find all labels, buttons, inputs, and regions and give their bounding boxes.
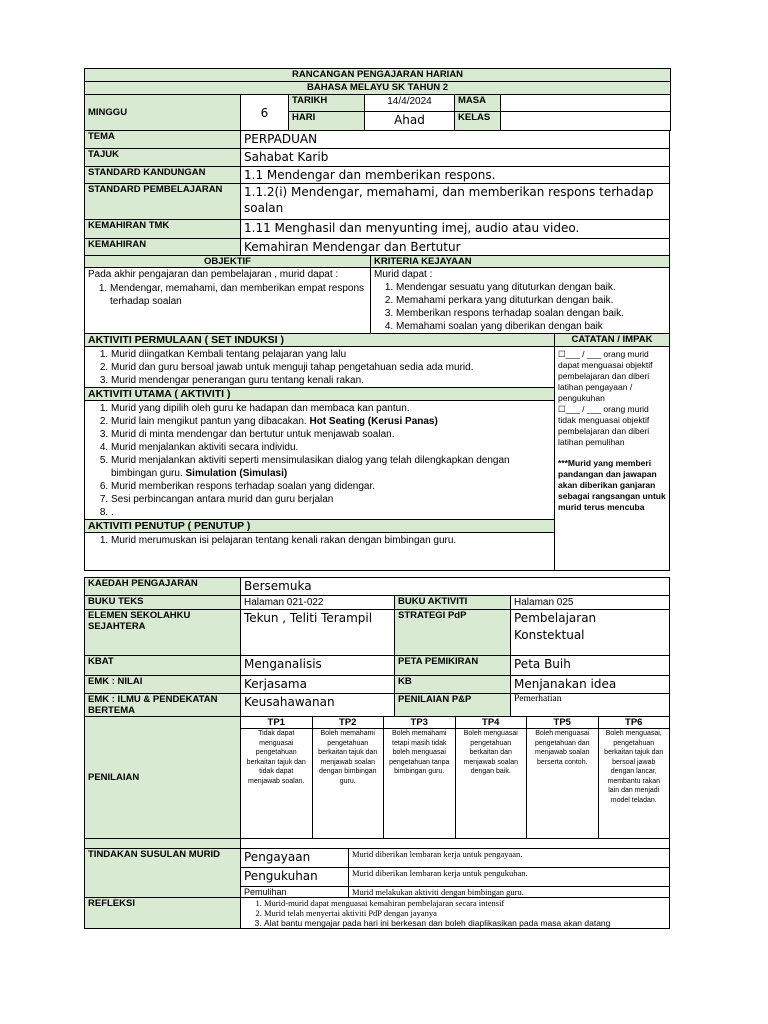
sp-label: STANDARD PEMBELAJARAN [85, 184, 241, 220]
masa-label: MASA [455, 95, 501, 112]
objektif-intro: Pada akhir pengajaran dan pembelajaran , murid dapat : [88, 269, 339, 280]
utama-label: AKTIVITI UTAMA ( AKTIVITI ) [85, 387, 554, 401]
utama-item [111, 415, 554, 428]
catatan-line1: ☐___ / ___ orang murid dapat menguasai objektif pembelajaran dan diberi latihan pengayaan / pengukuhan [558, 349, 653, 403]
tp-heading: TP5 [527, 717, 599, 729]
tmk-value: 1.11 Menghasil dan menyunting imej, audio atau video. [241, 220, 670, 239]
susulan-table [84, 848, 670, 929]
refleksi-label: REFLEKSI [85, 898, 241, 929]
utama-item-text: Murid menjalankan aktiviti seperti mensimulasikan dialog yang telah dilengkapkan dengan bimbingan guru. [111, 455, 510, 479]
kriteria-content [371, 268, 670, 334]
tp-heading: TP2 [312, 717, 384, 729]
peta-value: Peta Buih [511, 656, 670, 676]
refleksi-item: 3. Alat bantu mengajar pada hari ini berkesan dan boleh diaplikasikan pada masa akan datang [264, 918, 666, 928]
tp-heading: TP4 [455, 717, 527, 729]
susulan-label: TINDAKAN SUSULAN MURID [85, 849, 241, 898]
catatan-label: CATATAN / IMPAK [555, 334, 670, 347]
kbat-label: KBAT [85, 656, 241, 676]
utama-item [111, 454, 554, 480]
nilai-value: Kerjasama [241, 676, 395, 694]
tajuk-label: TAJUK [85, 149, 241, 167]
tarikh-value: 14/4/2024 [365, 95, 455, 112]
tp-description: Boleh menguasai, pengetahuan berkaitan tajuk dan bersoal jawab dengan lancar, membantu rakan lain dan menjadi model teladan. [598, 729, 670, 839]
kriteria-item: 1. Mendengar sesuatu yang dituturkan dengan baik. [396, 281, 666, 294]
activities-table [84, 333, 670, 571]
tp-description: Tidak dapat menguasai pengetahuan berkaitan tajuk dan tidak dapat menjawab soalan. [241, 729, 313, 839]
activities-content [85, 347, 555, 571]
penutup-item: 1. Murid merumuskan isi pelajaran tentang kenali rakan dengan bimbingan guru. [111, 534, 554, 547]
pengayaan-label: Pengayaan [241, 849, 349, 868]
utama-item: 4. Murid menjalankan aktiviti secara individu. [111, 441, 554, 454]
tarikh-label: TARIKH [289, 95, 365, 112]
utama-item-text: Murid lain mengikut pantun yang dibacakan. [111, 416, 307, 427]
buku-aktiviti-label: BUKU AKTIVITI [395, 596, 511, 610]
permulaan-item: 2. Murid dan guru bersoal jawab untuk menguji tahap pengetahuan sedia ada murid. [111, 361, 554, 374]
sk-value: 1.1 Mendengar dan memberikan respons. [241, 167, 670, 184]
strategi-value: Pembelajaran Konstektual [511, 610, 670, 656]
elemen-label: ELEMEN SEKOLAHKU SEJAHTERA [85, 610, 241, 656]
pengayaan-desc: Murid diberikan lembaran kerja untuk pengayaan. [349, 849, 670, 868]
tajuk-value: Sahabat Karib [241, 149, 670, 167]
kbat-value: Menganalisis [241, 656, 395, 676]
minggu-value: 6 [241, 95, 289, 131]
permulaan-label: AKTIVITI PERMULAAN ( SET INDUKSI ) [85, 334, 555, 347]
kelas-label: KELAS [455, 112, 501, 131]
kelas-value [501, 112, 671, 131]
tp-heading: TP3 [384, 717, 456, 729]
kriteria-intro: Murid dapat : [374, 269, 433, 280]
utama-item: 3. Murid di minta mendengar dan bertutur untuk menjawab soalan. [111, 428, 554, 441]
header-table [84, 68, 671, 131]
sk-label: STANDARD KANDUNGAN [85, 167, 241, 184]
elemen-value: Tekun , Teliti Terampil [241, 610, 395, 656]
utama-item-bold: Simulation (Simulasi) [185, 468, 288, 479]
penutup-label: AKTIVITI PENUTUP ( PENUTUP ) [85, 519, 554, 533]
utama-item: 8. . [111, 506, 554, 519]
catatan-line2: ☐___ / ___ orang murid tidak menguasai objektif pembelajaran dan diberi latihan pemulihan [558, 404, 650, 447]
utama-item: 1. Murid yang dipilih oleh guru ke hadapan dan membaca kan pantun. [111, 402, 554, 415]
pengukuhan-desc: Murid diberikan lembaran kerja untuk pengukuhan. [349, 868, 670, 887]
utama-item-bold: Hot Seating (Kerusi Panas) [309, 416, 438, 427]
hari-label: HARI [289, 112, 365, 131]
refleksi-content [241, 898, 670, 929]
tp-heading: TP6 [598, 717, 670, 729]
penilaian-table [84, 716, 670, 849]
catatan-content [555, 347, 670, 571]
details-table [84, 130, 670, 256]
kriteria-item: 3. Memberikan respons terhadap soalan dengan baik. [396, 307, 666, 320]
permulaan-item: 1. Murid diingatkan Kembali tentang pelajaran yang lalu [111, 348, 554, 361]
buku-teks-label: BUKU TEKS [85, 596, 241, 610]
penilaian-label: PENILAIAN [85, 717, 241, 839]
pengukuhan-label: Pengukuhan [241, 868, 349, 887]
masa-value [501, 95, 671, 112]
kriteria-label: KRITERIA KEJAYAAN [371, 256, 670, 268]
objektif-content [85, 268, 371, 334]
tema-label: TEMA [85, 131, 241, 149]
hari-value: Ahad [365, 112, 455, 131]
nilai-label: EMK : NILAI [85, 676, 241, 694]
kaedah-label: KAEDAH PENGAJARAN [85, 578, 241, 596]
strategi-label: STRATEGI PdP [395, 610, 511, 656]
permulaan-item: 3. Murid mendengar penerangan guru tentang kenali rakan. [111, 374, 554, 387]
tema-value: PERPADUAN [241, 131, 670, 149]
utama-item: 7. Sesi perbincangan antara murid dan guru berjalan [111, 493, 554, 506]
buku-aktiviti-value: Halaman 025 [511, 596, 670, 610]
lesson-plan-sheet [84, 68, 670, 929]
kb-value: Menjanakan idea [511, 676, 670, 694]
penilaian-pp-value: Pemerhatian [511, 694, 670, 717]
tp-description: Boleh menguasai pengetahuan dan menjawab soalan berserta contoh. [527, 729, 599, 839]
ilmu-value: Keusahawanan [241, 694, 395, 717]
objective-table [84, 255, 670, 334]
sp-value: 1.1.2(i) Mendengar, memahami, dan memberikan respons terhadap soalan [241, 184, 670, 220]
ilmu-label: EMK : ILMU & PENDEKATAN BERTEMA [85, 694, 241, 717]
penilaian-pp-label: PENILAIAN P&P [395, 694, 511, 717]
plan-subject: BAHASA MELAYU SK TAHUN 2 [85, 82, 671, 95]
methods-table [84, 577, 670, 717]
plan-title: RANCANGAN PENGAJARAN HARIAN [85, 69, 671, 82]
tp-description: Boleh menguasai pengetahuan berkaitan dan menjawab soalan dengan baik. [455, 729, 527, 839]
kriteria-item: 2. Memahami perkara yang dituturkan dengan baik. [396, 294, 666, 307]
kaedah-value: Bersemuka [241, 578, 670, 596]
minggu-label: MINGGU [85, 95, 241, 131]
tp-description: Boleh memahami tetapi masih tidak boleh menguasai pengetahuan tanpa bimbingan guru. [384, 729, 456, 839]
tmk-label: KEMAHIRAN TMK [85, 220, 241, 239]
kriteria-item: 4. Memahami soalan yang diberikan dengan baik [396, 320, 666, 333]
penilaian-spacer [85, 839, 241, 849]
catatan-note: ***Murid yang memberi pandangan dan jawapan akan diberikan ganjaran sebagai rangsangan untuk murid terus mencuba [558, 458, 666, 512]
kb-label: KB [395, 676, 511, 694]
kemahiran-value: Kemahiran Mendengar dan Bertutur [241, 239, 670, 256]
objektif-item: 1. Mendengar, memahami, dan memberikan empat respons terhadap soalan [110, 282, 367, 308]
pemulihan-label: Pemulihan [241, 887, 349, 898]
tp-heading: TP1 [241, 717, 313, 729]
kemahiran-label: KEMAHIRAN [85, 239, 241, 256]
refleksi-item: 1. Murid-murid dapat menguasai kemahiran pembelajaran secara intensif [264, 898, 666, 908]
tp-description: Boleh memahami pengetahuan berkaitan tajuk dan menjawab soalan dengan bimbingan guru. [312, 729, 384, 839]
refleksi-item: 2. Murid telah menyertai aktiviti PdP dengan jayanya [264, 908, 666, 918]
peta-label: PETA PEMIKIRAN [395, 656, 511, 676]
penilaian-blank-row [241, 839, 670, 849]
objektif-label: OBJEKTIF [85, 256, 371, 268]
pemulihan-desc: Murid melakukan aktiviti dengan bimbingan guru. [349, 887, 670, 898]
buku-teks-value: Halaman 021-022 [241, 596, 395, 610]
utama-item: 6. Murid memberikan respons terhadap soalan yang didengar. [111, 480, 554, 493]
